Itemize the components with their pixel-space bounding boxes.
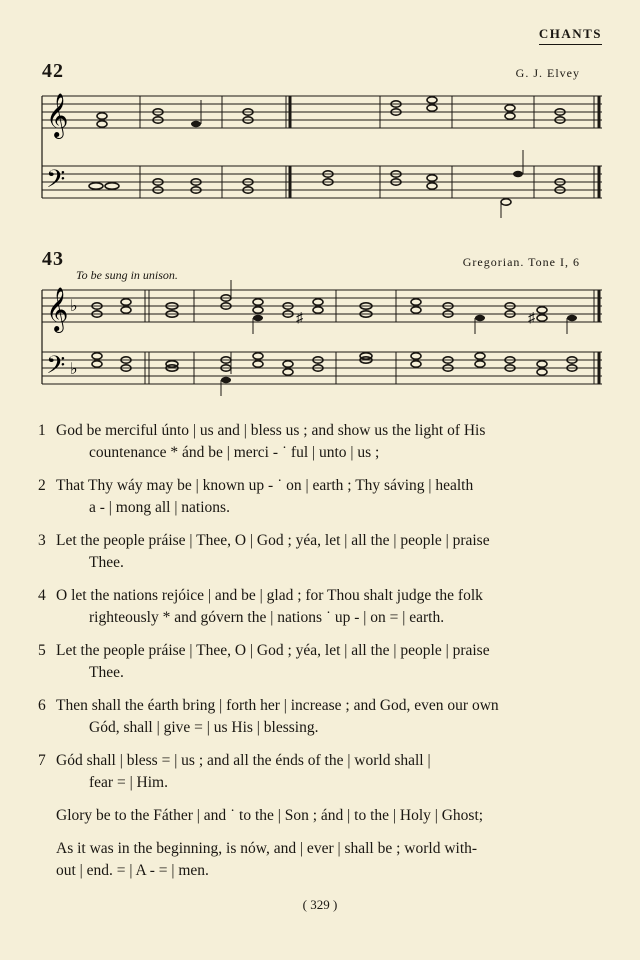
sharp-icon: ♯ xyxy=(296,311,303,326)
verse-line: Let the people práise | Thee, O | God ; yéa, let | all the | people | praise xyxy=(56,532,490,549)
verse-number: 1 xyxy=(38,422,46,439)
verse-number: 2 xyxy=(38,477,46,494)
verse-6 xyxy=(38,695,600,739)
gloria-text: Glory be to the Fáther | and ˙ to the | Son ; ánd | to the | Holy | Ghost; xyxy=(56,807,484,824)
verse-7 xyxy=(38,750,600,794)
treble-clef-icon: 𝄞 xyxy=(46,93,69,137)
verse-line: righteously * and góvern the | nations ˙ up - | on = | earth. xyxy=(89,609,445,626)
bass-clef-icon: 𝄢 xyxy=(46,351,66,386)
verse-2 xyxy=(38,475,600,519)
bass-clef-icon: 𝄢 xyxy=(46,165,66,200)
performance-direction: To be sung in unison. xyxy=(76,268,178,282)
verse-line: Gód, shall | give = | us His | blessing. xyxy=(89,719,319,736)
verse-line: God be merciful únto | us and | bless us ; and show us the light of His xyxy=(56,422,486,439)
flat-icon: ♭ xyxy=(70,298,78,315)
verse-line: Let the people práise | Thee, O | God ; yéa, let | all the | people | praise xyxy=(56,642,490,659)
verse-line: O let the nations rejóice | and be | glad ; for Thou shalt judge the folk xyxy=(56,587,483,604)
verse-3 xyxy=(38,530,600,574)
verse-line: fear = | Him. xyxy=(89,774,168,791)
verse-5 xyxy=(38,640,600,684)
verse-line: Gód shall | bless = | us ; and all the énds of the | world shall | xyxy=(56,752,431,769)
verse-line: a - | mong all | nations. xyxy=(89,499,230,516)
gloria-text: As it was in the beginning, is nów, and | ever | shall be ; world with- xyxy=(56,840,478,857)
staff-treble-42 xyxy=(42,96,602,128)
verse-number: 6 xyxy=(38,697,46,714)
treble-clef-icon: 𝄞 xyxy=(46,287,69,331)
gloria-line-1 xyxy=(38,805,600,827)
verse-list xyxy=(38,420,600,893)
gloria-text: out | end. = | A - = | men. xyxy=(56,862,209,879)
composer-42: G. J. Elvey xyxy=(515,66,580,80)
verse-1 xyxy=(38,420,600,464)
page-number: ( 329 ) xyxy=(302,897,338,912)
verse-number: 3 xyxy=(38,532,46,549)
sharp-icon: ♯ xyxy=(528,311,535,326)
section-title: CHANTS xyxy=(539,26,602,45)
composer-43: Gregorian. Tone I, 6 xyxy=(462,255,580,269)
verse-number: 7 xyxy=(38,752,46,769)
verse-number: 4 xyxy=(38,587,46,604)
music-score-42 xyxy=(0,90,640,220)
verse-number: 5 xyxy=(38,642,46,659)
chant-number-42: 42 xyxy=(42,60,64,82)
verse-4 xyxy=(38,585,600,629)
chant-number-43: 43 xyxy=(42,248,64,270)
verse-line: Then shall the éarth bring | forth her | increase ; and God, even our own xyxy=(56,697,499,714)
verse-line: countenance * ánd be | merci - ˙ ful | unto | us ; xyxy=(89,444,380,461)
verse-line: Thee. xyxy=(89,664,124,681)
music-score-43 xyxy=(0,280,640,410)
flat-icon: ♭ xyxy=(70,361,78,378)
verse-line: Thee. xyxy=(89,554,124,571)
gloria-line-2 xyxy=(38,838,600,882)
verse-line: That Thy wáy may be | known up - ˙ on | earth ; Thy sáving | health xyxy=(56,477,474,494)
